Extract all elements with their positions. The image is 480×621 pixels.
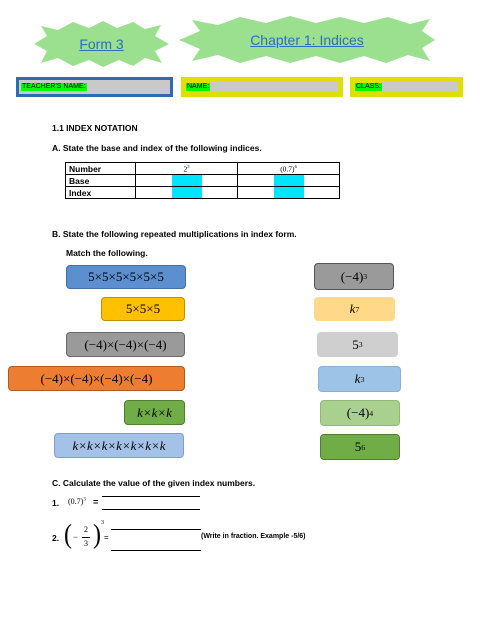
question-1-answer-line[interactable] (102, 496, 200, 510)
class-field[interactable] (350, 77, 463, 97)
index-answer-1[interactable] (136, 187, 238, 199)
base-answer-2[interactable] (238, 175, 340, 187)
power-2-base: (0.7) (280, 164, 295, 174)
index-input-2[interactable] (274, 187, 304, 198)
question-1-number: 1. (52, 498, 60, 508)
left-tile-2[interactable]: 5×5×5 (101, 297, 185, 321)
fraction-bar (82, 537, 90, 538)
right-tile-5-base: (−4) (346, 405, 370, 420)
right-tile-6-base: 5 (354, 439, 362, 454)
right-tile-4[interactable] (318, 366, 401, 392)
left-tile-3[interactable]: (−4)×(−4)×(−4) (66, 332, 185, 357)
left-tile-6[interactable]: k×k×k×k×k×k×k (54, 433, 184, 458)
question-1-base: (0.7) (68, 497, 84, 506)
table-row-base (66, 175, 340, 187)
right-tile-4-base: k (354, 371, 361, 386)
base-answer-1[interactable] (136, 175, 238, 187)
section-title: 1.1 INDEX NOTATION (52, 123, 138, 133)
question-1-expression (68, 497, 86, 506)
form-badge-label: Form 3 (79, 36, 124, 52)
base-input-1[interactable] (172, 175, 202, 186)
right-tile-5[interactable] (320, 400, 400, 426)
student-name-label: NAME: (187, 83, 210, 90)
question-2-numerator: 2 (84, 525, 88, 534)
teacher-name-field[interactable] (16, 77, 173, 97)
part-a-heading: A. State the base and index of the following indices. (52, 143, 262, 153)
right-tile-1-exp: 3 (363, 272, 368, 281)
chapter-badge-label: Chapter 1: Indices (250, 32, 364, 48)
right-tile-4-exp: 3 (360, 374, 365, 384)
right-tile-1-base: (−4) (340, 268, 364, 284)
teacher-name-label: TEACHER'S NAME: (22, 83, 86, 90)
right-tile-3-base: 5 (352, 336, 359, 352)
index-answer-2[interactable] (238, 187, 340, 199)
left-paren-icon: ( (64, 519, 72, 550)
question-2-exponent: 3 (101, 520, 104, 526)
table-cell-power-2 (238, 163, 340, 175)
student-name-field[interactable] (181, 77, 343, 97)
base-index-table (65, 162, 340, 199)
right-tile-6-exp: 6 (361, 442, 366, 452)
right-tile-2-base: k (349, 301, 356, 316)
table-cell-power-1 (136, 163, 238, 175)
table-header-base: Base (66, 175, 136, 187)
student-name-input[interactable] (210, 82, 338, 92)
table-row-number (66, 163, 340, 175)
minus-sign: − (73, 532, 79, 542)
left-tile-4[interactable]: (−4)×(−4)×(−4)×(−4) (8, 366, 185, 391)
class-input[interactable] (382, 82, 458, 92)
left-tile-5[interactable]: k×k×k (124, 400, 185, 425)
right-tile-3[interactable] (317, 332, 398, 357)
table-header-number: Number (66, 163, 136, 175)
class-label: CLASS: (356, 83, 381, 90)
power-2-exponent: 6 (294, 163, 297, 169)
right-tile-1[interactable] (314, 263, 394, 290)
index-input-1[interactable] (172, 187, 202, 198)
part-c-heading: C. Calculate the value of the given index numbers. (52, 478, 256, 488)
table-row-index (66, 187, 340, 199)
right-tile-5-exp: 4 (369, 408, 374, 418)
table-header-index: Index (66, 187, 136, 199)
part-b-heading: B. State the following repeated multiplications in index form. (52, 229, 297, 239)
base-input-2[interactable] (274, 175, 304, 186)
question-2-expression (64, 520, 104, 554)
right-tile-2-exp: 7 (355, 304, 360, 314)
right-tile-2[interactable] (314, 297, 395, 321)
question-2-hint: (Write in fraction. Example -5/6) (201, 533, 306, 540)
question-1-exponent: 3 (83, 497, 86, 503)
right-tile-6[interactable] (320, 434, 400, 460)
question-2-denominator: 3 (84, 539, 88, 548)
teacher-name-input[interactable] (87, 82, 168, 92)
power-1-base: 2 (183, 164, 188, 174)
question-2-equals: = (104, 533, 109, 542)
left-tile-1[interactable]: 5×5×5×5×5×5 (66, 265, 186, 289)
question-2-number: 2. (52, 533, 60, 543)
question-1-equals: = (93, 497, 99, 507)
right-tile-3-exp: 3 (358, 340, 363, 349)
right-paren-icon: ) (93, 519, 101, 550)
question-2-answer-line[interactable] (111, 529, 201, 551)
power-1-exponent: 5 (187, 163, 190, 169)
match-heading: Match the following. (66, 248, 148, 258)
